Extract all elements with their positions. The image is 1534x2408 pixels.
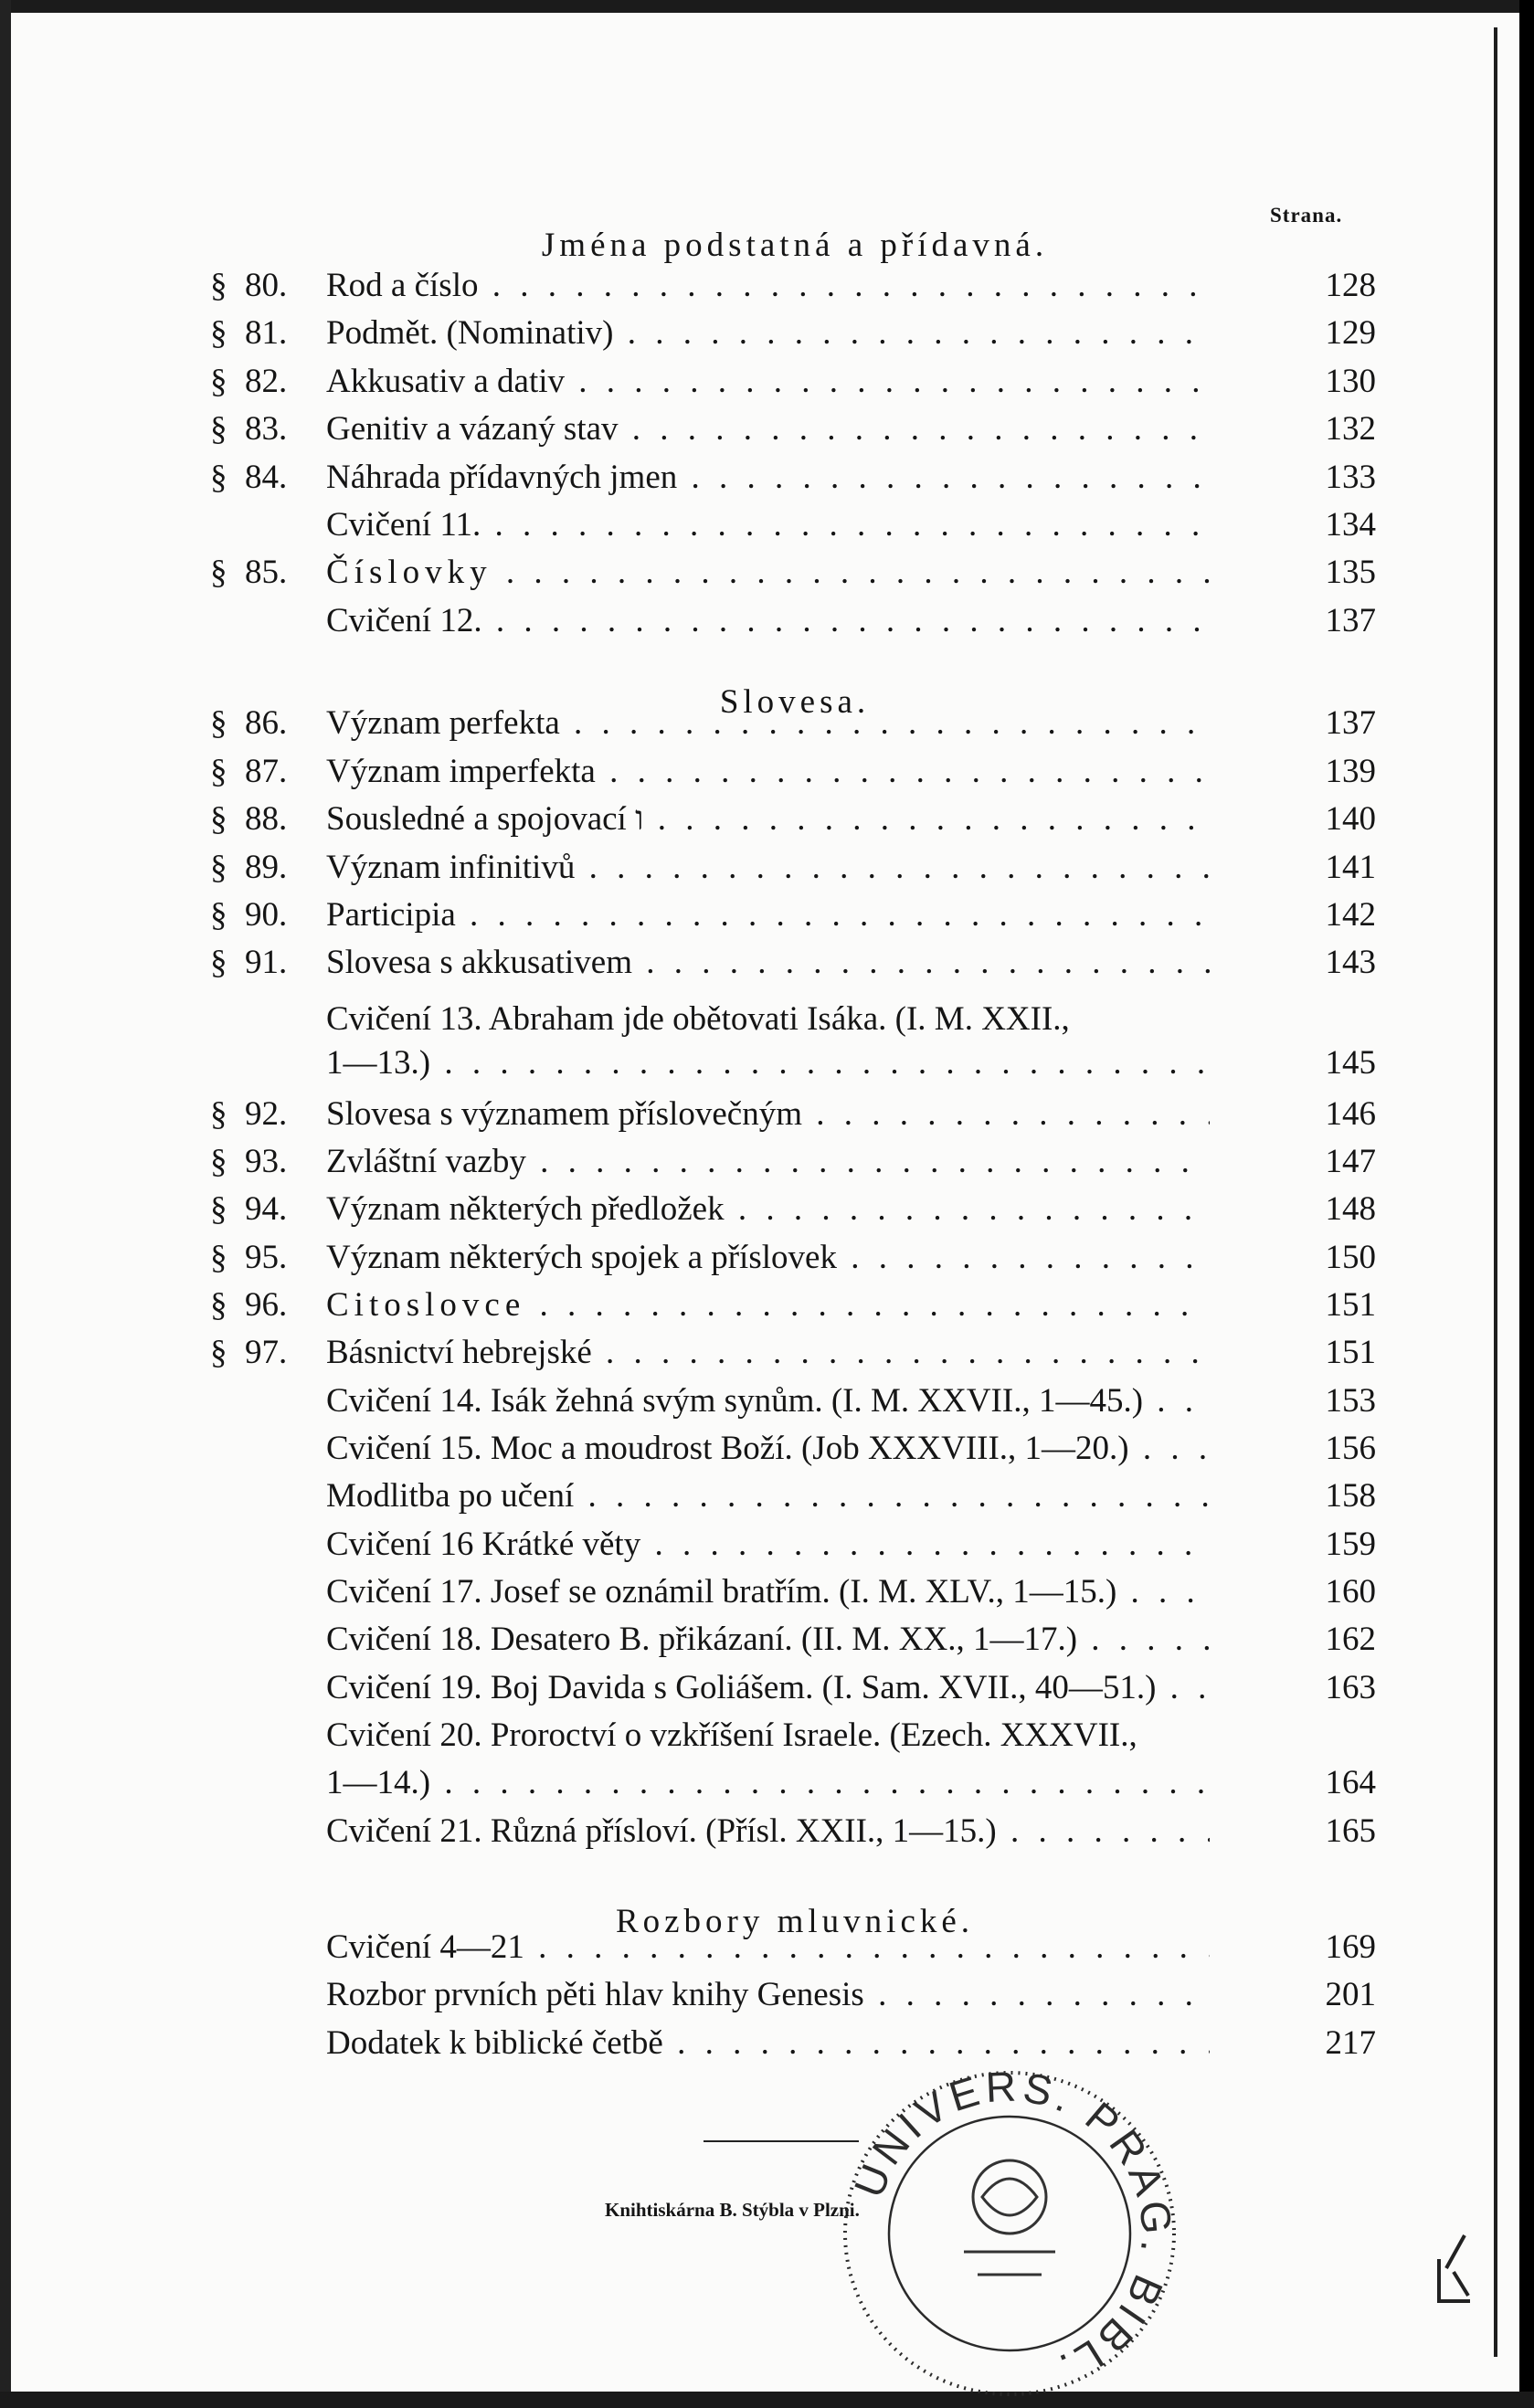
section-sign: § xyxy=(210,410,227,448)
toc-entry xyxy=(0,549,1376,597)
toc-entry xyxy=(0,1138,1376,1186)
toc-entry-number: 92. xyxy=(245,1095,288,1133)
toc-entry-number: 80. xyxy=(245,267,288,304)
scan-edge-right xyxy=(1519,0,1534,2408)
toc-entry-page: 158 xyxy=(1325,1477,1376,1515)
toc-entry xyxy=(0,310,1376,357)
toc-entry-page: 169 xyxy=(1325,1928,1376,1966)
toc-entry-page: 134 xyxy=(1325,506,1376,544)
toc-entry-page: 163 xyxy=(1325,1669,1376,1706)
section-heading-nouns: Jména podstatná a přídavná. xyxy=(541,227,1049,264)
toc-entry xyxy=(0,502,1376,549)
toc-entry xyxy=(0,358,1376,406)
toc-entry-page: 165 xyxy=(1325,1812,1376,1850)
toc-entry-title: Zvláštní vazby . . . xyxy=(326,1138,1210,1186)
toc-entry-number: 88. xyxy=(245,800,288,838)
toc-entry-title: Cvičení 11. . . . xyxy=(326,502,1210,549)
toc-entry-title: Význam některých spojek a příslovek . . . xyxy=(326,1234,1210,1282)
toc-entry xyxy=(0,700,1376,747)
toc-entry xyxy=(0,844,1376,892)
toc-entry-page: 159 xyxy=(1325,1526,1376,1563)
toc-entry-number: 82. xyxy=(245,363,288,400)
section-sign: § xyxy=(210,849,227,886)
toc-entry xyxy=(0,1808,1376,1855)
toc-entry-title: Cvičení 20. Proroctví o vzkříšení Israele. (Ezech. XXXVII., xyxy=(326,1716,1137,1754)
toc-entry-title: Dodatek k biblické četbě . . . xyxy=(326,2020,1210,2067)
printer-imprint: Knihtiskárna B. Stýbla v Plzni. xyxy=(605,2199,860,2221)
toc-entry xyxy=(0,1040,1376,1087)
toc-entry-page: 217 xyxy=(1325,2024,1376,2062)
toc-entry-number: 81. xyxy=(245,314,288,352)
toc-entry-title: Podmět. (Nominativ) . . . xyxy=(326,310,1210,357)
library-stamp xyxy=(827,2060,1183,2407)
toc-entry xyxy=(0,406,1376,453)
toc-entry xyxy=(0,1091,1376,1138)
toc-entry-page: 148 xyxy=(1325,1190,1376,1228)
section-sign: § xyxy=(210,1143,227,1180)
page-edge-line xyxy=(1494,27,1497,2357)
toc-entry xyxy=(0,1329,1376,1377)
toc-entry-number: 85. xyxy=(245,554,288,591)
toc-entry-page: 201 xyxy=(1325,1976,1376,2013)
toc-entry-number: 83. xyxy=(245,410,288,448)
toc-entry-title: Genitiv a vázaný stav . . . xyxy=(326,406,1210,453)
toc-entry-title: Cvičení 21. Různá přísloví. (Přísl. XXII., 1—15.) . . . xyxy=(326,1808,1210,1855)
toc-entry-title: Cvičení 13. Abraham jde obětovati Isáka. (I. M. XXII., xyxy=(326,1000,1070,1038)
toc-entry xyxy=(0,1924,1376,1971)
toc-entry xyxy=(0,796,1376,843)
section-sign: § xyxy=(210,459,227,496)
toc-entry-title: 1—13.) . . . xyxy=(326,1040,1210,1087)
toc-entry-title: Význam perfekta . . . xyxy=(326,700,1210,747)
toc-entry-title: Cvičení 4—21 . . . xyxy=(326,1924,1210,1971)
section-sign: § xyxy=(210,896,227,934)
toc-entry xyxy=(0,1378,1376,1425)
toc-entry-number: 84. xyxy=(245,459,288,496)
toc-entry xyxy=(0,1568,1376,1616)
toc-entry xyxy=(0,1234,1376,1282)
toc-entry xyxy=(0,1616,1376,1663)
toc-entry-page: 133 xyxy=(1325,459,1376,496)
toc-entry-title: Rod a číslo . . . xyxy=(326,262,1210,310)
toc-entry-page: 129 xyxy=(1325,314,1376,352)
toc-entry-title: Slovesa s významem příslovečným . . . xyxy=(326,1091,1210,1138)
section-sign: § xyxy=(210,753,227,790)
toc-entry xyxy=(0,597,1376,645)
toc-entry-title: Cvičení 18. Desatero B. přikázaní. (II. M. XX., 1—17.) . . . xyxy=(326,1616,1210,1663)
toc-entry-title: Básnictví hebrejské . . . xyxy=(326,1329,1210,1377)
toc-entry-number: 95. xyxy=(245,1239,288,1276)
toc-entry-page: 146 xyxy=(1325,1095,1376,1133)
section-heading-analyses: Rozbory mluvnické. xyxy=(615,1903,975,1940)
section-sign: § xyxy=(210,944,227,981)
toc-entry-title: Cvičení 14. Isák žehná svým synům. (I. M. XXVII., 1—45.) . . . xyxy=(326,1378,1210,1425)
toc-entry-page: 160 xyxy=(1325,1573,1376,1611)
toc-entry-page: 151 xyxy=(1325,1334,1376,1371)
toc-entry xyxy=(0,996,1376,1043)
toc-entry-page: 137 xyxy=(1325,704,1376,742)
toc-entry xyxy=(0,1473,1376,1520)
toc-entry-page: 153 xyxy=(1325,1382,1376,1420)
toc-entry-title: 1—14.) . . . xyxy=(326,1759,1210,1807)
toc-entry-page: 142 xyxy=(1325,896,1376,934)
section-sign: § xyxy=(210,554,227,591)
toc-entry-number: 94. xyxy=(245,1190,288,1228)
toc-entry-number: 87. xyxy=(245,753,288,790)
toc-entry-title: Náhrada přídavných jmen . . . xyxy=(326,454,1210,502)
section-sign: § xyxy=(210,314,227,352)
section-sign: § xyxy=(210,267,227,304)
toc-entry-page: 132 xyxy=(1325,410,1376,448)
toc-entry xyxy=(0,1282,1376,1329)
section-sign: § xyxy=(210,704,227,742)
toc-entry-title: Cvičení 15. Moc a moudrost Boží. (Job XXXVIII., 1—20.) . . . xyxy=(326,1425,1210,1473)
toc-entry-page: 164 xyxy=(1325,1764,1376,1801)
toc-entry-number: 91. xyxy=(245,944,288,981)
toc-entry-page: 140 xyxy=(1325,800,1376,838)
toc-entry xyxy=(0,1759,1376,1807)
section-sign: § xyxy=(210,1286,227,1324)
toc-entry-title: Cvičení 12. . . . xyxy=(326,597,1210,645)
toc-entry-page: 137 xyxy=(1325,602,1376,639)
toc-entry-number: 89. xyxy=(245,849,288,886)
toc-entry-title: Cvičení 16 Krátké věty . . . xyxy=(326,1521,1210,1568)
toc-entry-title: Význam některých předložek . . . xyxy=(326,1186,1210,1233)
toc-entry xyxy=(0,1971,1376,2019)
section-sign: § xyxy=(210,800,227,838)
toc-entry-title: Participia . . . xyxy=(326,892,1210,939)
toc-entry-title: Rozbor prvních pěti hlav knihy Genesis . . . xyxy=(326,1971,1210,2019)
toc-entry-title: Akkusativ a dativ . . . xyxy=(326,358,1210,406)
section-sign: § xyxy=(210,1095,227,1133)
page-column-label: Strana. xyxy=(1270,204,1343,227)
toc-entry-title: Číslovky . . . xyxy=(326,549,1210,597)
toc-entry-page: 130 xyxy=(1325,363,1376,400)
toc-entry-page: 150 xyxy=(1325,1239,1376,1276)
toc-entry-number: 86. xyxy=(245,704,288,742)
toc-entry-number: 90. xyxy=(245,896,288,934)
toc-entry xyxy=(0,939,1376,987)
toc-entry-page: 139 xyxy=(1325,753,1376,790)
toc-entry-title: Sousledné a spojovací ו . . . xyxy=(326,796,1210,843)
section-heading-verbs: Slovesa. xyxy=(719,683,871,721)
toc-entry xyxy=(0,454,1376,502)
toc-entry xyxy=(0,748,1376,796)
section-sign: § xyxy=(210,1334,227,1371)
toc-entry-page: 147 xyxy=(1325,1143,1376,1180)
toc-entry xyxy=(0,1521,1376,1568)
toc-entry xyxy=(0,1712,1376,1759)
toc-entry-title: Cvičení 17. Josef se oznámil bratřím. (I. M. XLV., 1—15.) . . . xyxy=(326,1568,1210,1616)
toc-entry-title: Citoslovce . . . xyxy=(326,1282,1210,1329)
toc-entry-title: Slovesa s akkusativem . . . xyxy=(326,939,1210,987)
toc-entry xyxy=(0,262,1376,310)
toc-entry-title: Význam imperfekta . . . xyxy=(326,748,1210,796)
section-sign: § xyxy=(210,1239,227,1276)
toc-entry-page: 143 xyxy=(1325,944,1376,981)
section-sign: § xyxy=(210,1190,227,1228)
toc-entry-page: 145 xyxy=(1325,1044,1376,1082)
toc-entry-page: 156 xyxy=(1325,1430,1376,1467)
toc-entry xyxy=(0,1664,1376,1712)
toc-entry-page: 135 xyxy=(1325,554,1376,591)
toc-entry-title: Cvičení 19. Boj Davida s Goliášem. (I. Sam. XVII., 40—51.) . . . xyxy=(326,1664,1210,1712)
toc-entry-number: 93. xyxy=(245,1143,288,1180)
toc-entry-page: 128 xyxy=(1325,267,1376,304)
stamp-text: UNIVERS. PRAG. BIBL. xyxy=(844,2062,1182,2395)
toc-entry-title: Modlitba po učení . . . xyxy=(326,1473,1210,1520)
handwritten-mark xyxy=(1430,2232,1476,2305)
toc-entry-page: 162 xyxy=(1325,1621,1376,1658)
toc-entry-page: 151 xyxy=(1325,1286,1376,1324)
toc-entry-title: Význam infinitivů . . . xyxy=(326,844,1210,892)
toc-entry xyxy=(0,1425,1376,1473)
toc-entry xyxy=(0,892,1376,939)
toc-entry xyxy=(0,1186,1376,1233)
toc-entry-page: 141 xyxy=(1325,849,1376,886)
toc-entry-number: 96. xyxy=(245,1286,288,1324)
section-sign: § xyxy=(210,363,227,400)
toc-entry-number: 97. xyxy=(245,1334,288,1371)
